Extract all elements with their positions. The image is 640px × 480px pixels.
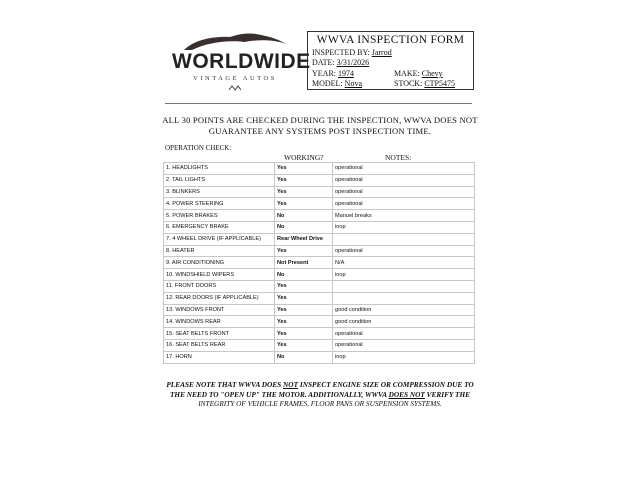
notes-value: good condition xyxy=(333,304,475,316)
working-value: No xyxy=(275,351,333,363)
notes-value: operational xyxy=(333,245,475,257)
working-value: No xyxy=(275,210,333,222)
inspected-by-label: INSPECTED BY: xyxy=(312,48,370,57)
check-item: 5. POWER BRAKES xyxy=(164,210,275,222)
logo-subtitle: VINTAGE AUTOS xyxy=(193,75,277,82)
notice-line-1: ALL 30 POINTS ARE CHECKED DURING THE INSPECTION, WWVA DOES NOT xyxy=(162,115,478,125)
stock-label: STOCK: xyxy=(394,79,423,88)
disclaimer xyxy=(150,380,490,409)
disclaimer-text-2: INSPECT ENGINE SIZE OR COMPRESSION DUE TO xyxy=(298,380,474,389)
table-row xyxy=(164,233,475,245)
table-row xyxy=(164,163,475,175)
notes-value: inop xyxy=(333,221,475,233)
notes-value: operational xyxy=(333,339,475,351)
table-row xyxy=(164,198,475,210)
check-item: 17. HORN xyxy=(164,351,275,363)
table-row xyxy=(164,257,475,269)
table-row xyxy=(164,221,475,233)
working-value: Yes xyxy=(275,292,333,304)
working-value: Yes xyxy=(275,174,333,186)
year-line xyxy=(312,69,354,78)
notes-value: operational xyxy=(333,174,475,186)
model-label: MODEL: xyxy=(312,79,343,88)
notes-column-header: NOTES: xyxy=(385,153,412,162)
working-value: Yes xyxy=(275,163,333,175)
working-value: No xyxy=(275,269,333,281)
working-value: Yes xyxy=(275,245,333,257)
working-value: Yes xyxy=(275,316,333,328)
worldwide-logo xyxy=(172,30,311,92)
disclaimer-does-not: DOES NOT xyxy=(388,389,425,399)
make-value: Chevy xyxy=(421,69,443,78)
table-row xyxy=(164,280,475,292)
table-row xyxy=(164,328,475,340)
stock-line xyxy=(394,79,455,88)
check-item: 2. TAIL LIGHTS xyxy=(164,174,275,186)
logo-wordmark: WORLDWIDE xyxy=(172,50,311,73)
working-value: Yes xyxy=(275,186,333,198)
stock-value: CTP5475 xyxy=(424,79,455,88)
working-value: Yes xyxy=(275,328,333,340)
check-item: 14. WINDOWS REAR xyxy=(164,316,275,328)
notes-value xyxy=(333,233,475,245)
table-row xyxy=(164,339,475,351)
check-item: 10. WINDSHIELD WIPERS xyxy=(164,269,275,281)
operation-check-label: OPERATION CHECK: xyxy=(165,144,232,152)
disclaimer-not: NOT xyxy=(283,380,299,389)
year-value: 1974 xyxy=(338,69,354,78)
make-label: MAKE: xyxy=(394,69,420,78)
date-label: DATE: xyxy=(312,58,335,67)
notes-value: good condition xyxy=(333,316,475,328)
check-item: 11. FRONT DOORS xyxy=(164,280,275,292)
notes-value: operational xyxy=(333,328,475,340)
check-item: 9. AIR CONDITIONING xyxy=(164,257,275,269)
table-row xyxy=(164,210,475,222)
table-row xyxy=(164,316,475,328)
table-row xyxy=(164,245,475,257)
check-item: 6. EMERGENCY BRAKE xyxy=(164,221,275,233)
inspection-form-header xyxy=(307,31,474,90)
notes-value: Manuel breaks xyxy=(333,210,475,222)
working-value: Yes xyxy=(275,304,333,316)
model-value: Nova xyxy=(344,79,362,88)
check-item: 13. WINDOWS FRONT xyxy=(164,304,275,316)
operation-check-table xyxy=(163,162,475,364)
table-row xyxy=(164,292,475,304)
date-line xyxy=(312,58,369,67)
check-item: 4. POWER STEERING xyxy=(164,198,275,210)
notes-value: inop xyxy=(333,351,475,363)
divider xyxy=(165,103,472,104)
form-title: WWVA INSPECTION FORM xyxy=(316,34,465,46)
table-row xyxy=(164,174,475,186)
notice-line-2: GUARANTEE ANY SYSTEMS POST INSPECTION TIME. xyxy=(208,126,432,136)
model-line xyxy=(312,79,362,88)
working-column-header: WORKING? xyxy=(284,153,324,162)
check-item: 15. SEAT BELTS FRONT xyxy=(164,328,275,340)
table-row xyxy=(164,304,475,316)
notes-value: operational xyxy=(333,186,475,198)
date-value: 3/31/2026 xyxy=(336,58,370,67)
table-row xyxy=(164,351,475,363)
inspected-by-line xyxy=(312,48,392,57)
disclaimer-text-4: VERIFY THE xyxy=(424,389,471,399)
check-item: 3. BLINKERS xyxy=(164,186,275,198)
working-value: Yes xyxy=(275,198,333,210)
working-value: No xyxy=(275,221,333,233)
disclaimer-text-3: THE NEED TO "OPEN UP" THE MOTOR. ADDITIONALLY, WWVA xyxy=(169,389,389,399)
inspected-by-value: Jarrod xyxy=(371,48,392,57)
working-value: Not Present xyxy=(275,257,333,269)
table-row xyxy=(164,269,475,281)
disclaimer-line-2 xyxy=(150,390,490,400)
notes-value: operational xyxy=(333,198,475,210)
make-line xyxy=(394,69,443,78)
notes-value xyxy=(333,280,475,292)
inspection-notice xyxy=(150,115,490,137)
working-value: Yes xyxy=(275,339,333,351)
check-item: 12. REAR DOORS (IF APPLICABLE) xyxy=(164,292,275,304)
working-value: Rear Wheel Drive xyxy=(275,233,333,245)
check-item: 8. HEATER xyxy=(164,245,275,257)
disclaimer-line-3: INTEGRITY OF VEHICLE FRAMES, FLOOR PANS OR SUSPENSION SYSTEMS. xyxy=(198,399,442,408)
check-item: 1. HEADLIGHTS xyxy=(164,163,275,175)
notes-value xyxy=(333,292,475,304)
logo-ornament-icon xyxy=(229,85,241,91)
notes-value: N/A xyxy=(333,257,475,269)
disclaimer-line-1 xyxy=(150,380,490,390)
disclaimer-text-1: PLEASE NOTE THAT WWVA DOES xyxy=(166,380,284,389)
table-row xyxy=(164,186,475,198)
check-item: 16. SEAT BELTS REAR xyxy=(164,339,275,351)
working-value: Yes xyxy=(275,280,333,292)
notes-value: operational xyxy=(333,163,475,175)
notes-value: inop xyxy=(333,269,475,281)
check-item: 7. 4 WHEEL DRIVE (IF APPLICABLE) xyxy=(164,233,275,245)
year-label: YEAR: xyxy=(312,69,336,78)
